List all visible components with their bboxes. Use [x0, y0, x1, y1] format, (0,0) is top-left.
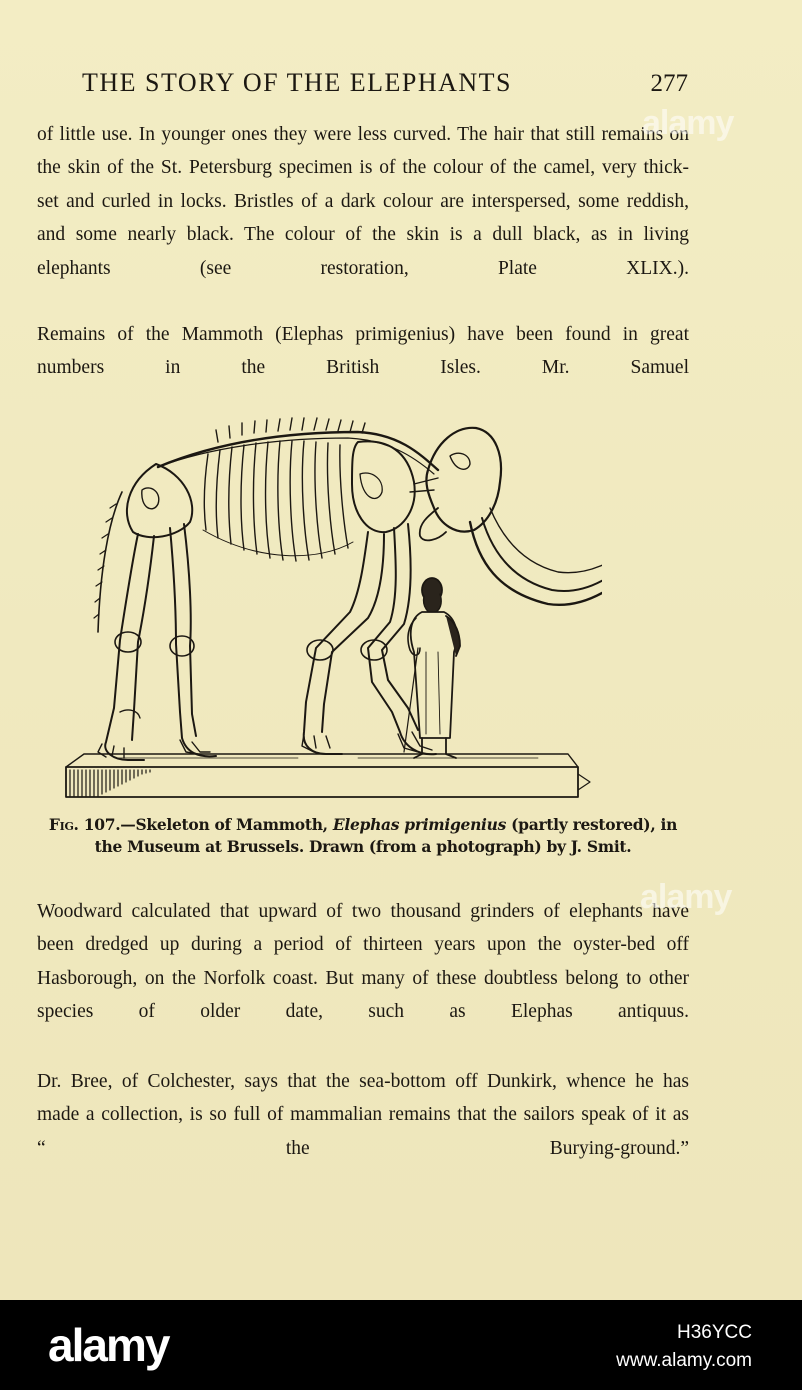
spine-and-ribs — [158, 418, 438, 561]
image-id: H36YCC — [677, 1322, 752, 1343]
standing-man-figure — [404, 578, 460, 758]
front-legs — [302, 441, 436, 754]
figure-species: Elephas primigenius — [332, 815, 507, 834]
figure-caption — [36, 814, 690, 858]
running-head-title: THE STORY OF THE ELEPHANTS — [82, 68, 512, 97]
figure-label: Fig. 107. — [48, 815, 121, 834]
figure-caption-before: —Skeleton of Mammoth, — [120, 815, 333, 834]
paragraph-3: Woodward calculated that upward of two thousand grinders of elephants have been dredged up during a period of thirteen years upon the oyster-bed off Hasborough, on the Norfolk coast. But many of these doubtless belong to other species of older date, such as Elephas antiquus. — [37, 901, 689, 1023]
watermark-top: alamy — [642, 104, 734, 142]
watermark-middle: alamy — [640, 878, 732, 916]
figure-caption-after: (partly restored), in the Museum at Brussels. Drawn (from a photograph) by J. Smit. — [94, 815, 678, 856]
paragraph-4: Dr. Bree, of Colchester, says that the sea-bottom off Dunkirk, whence he has made a collection, is so full of mammalian remains that the sailors speak of it as “ the Burying-ground.” — [37, 1071, 689, 1159]
skull-and-tusks — [410, 428, 602, 605]
running-head — [82, 68, 702, 108]
paragraph-1: of little use. In younger ones they were less curved. The hair that still remains on the skin of the St. Petersburg specimen is of the colour of the camel, very thick-set and curled in locks. Bristles of a dark colour are interspersed, some reddish, and some nearly black. The colour of the skin is a dull black, as in living elephants (see restoration, Plate XLIX.). — [37, 124, 689, 279]
site-url: www.alamy.com — [616, 1350, 752, 1371]
paragraph-2: Remains of the Mammoth (Elephas primigenius) have been found in great numbers in the British Isles. Mr. Samuel — [37, 324, 689, 379]
page-number: 277 — [650, 70, 688, 97]
mammoth-skeleton-illustration — [58, 412, 602, 807]
alamy-logo: alamy — [48, 1319, 169, 1371]
hind-legs — [94, 464, 216, 760]
stock-footer-bar — [0, 1300, 802, 1390]
